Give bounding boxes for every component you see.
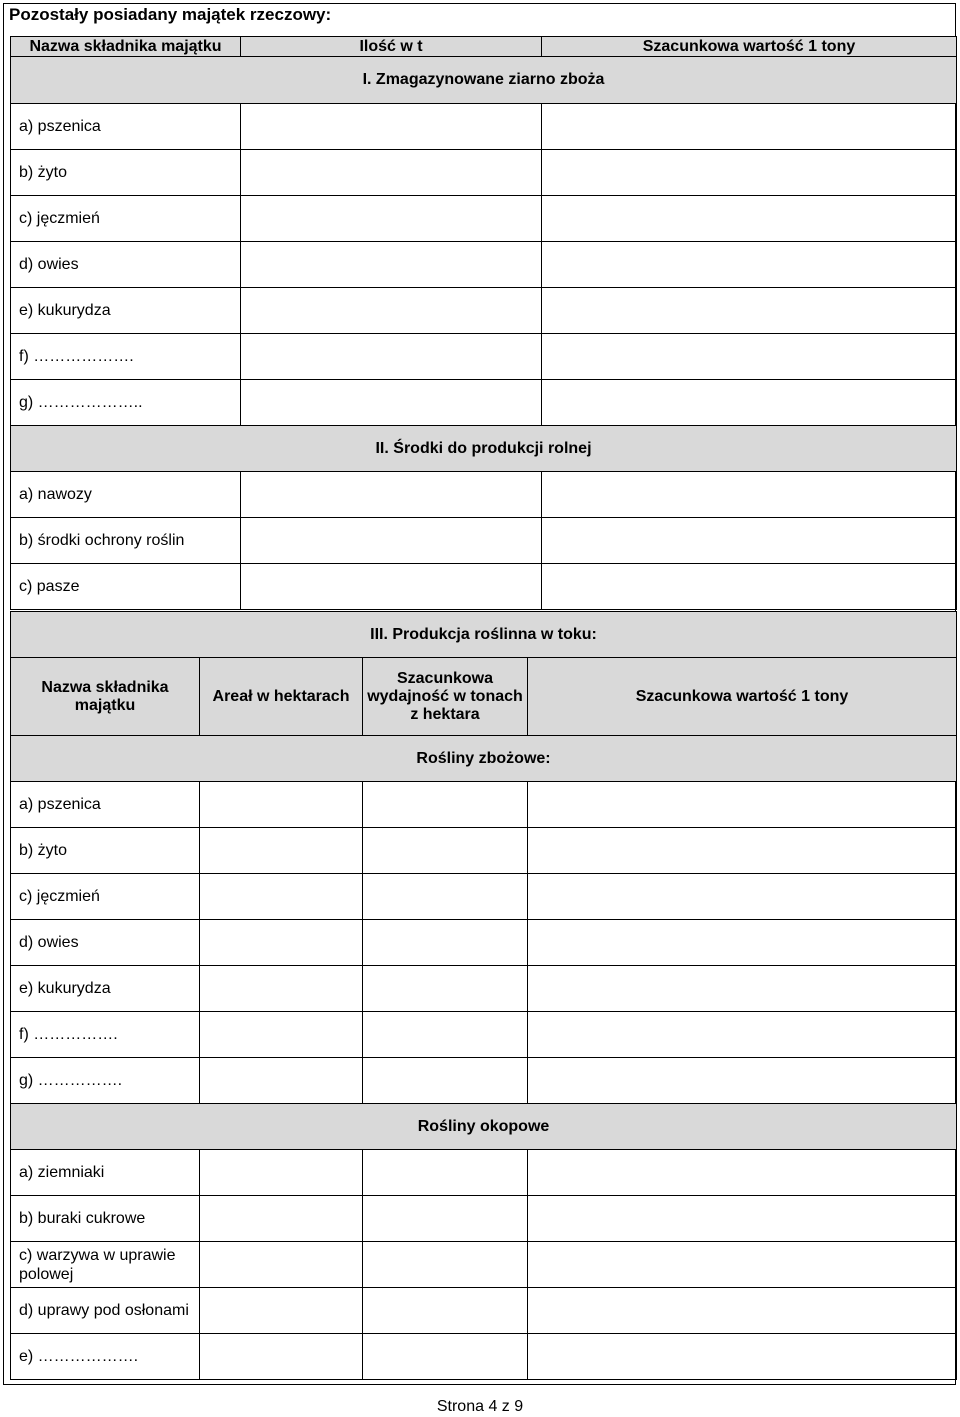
assets-table (10, 36, 957, 610)
input-cell[interactable] (200, 1012, 363, 1058)
input-cell[interactable] (200, 1150, 363, 1196)
header-name: Nazwa składnika majątku (11, 658, 200, 736)
row-label: d) uprawy pod osłonami (11, 1288, 200, 1334)
group-title: Rośliny zbożowe: (11, 736, 957, 782)
input-cell[interactable] (363, 828, 528, 874)
input-cell[interactable] (241, 242, 542, 288)
crops-table (10, 611, 957, 1380)
input-cell[interactable] (542, 104, 957, 150)
input-cell[interactable] (528, 966, 957, 1012)
table-row (11, 966, 957, 1012)
header-value: Szacunkowa wartość 1 tony (542, 37, 957, 57)
input-cell[interactable] (241, 380, 542, 426)
row-label: c) pasze (11, 564, 241, 610)
table-row (11, 104, 957, 150)
table-row (11, 1058, 957, 1104)
row-label: g) ……………….. (11, 380, 241, 426)
table-row (11, 196, 957, 242)
input-cell[interactable] (542, 380, 957, 426)
input-cell[interactable] (542, 564, 957, 610)
input-cell[interactable] (200, 1288, 363, 1334)
input-cell[interactable] (241, 104, 542, 150)
row-label: c) warzywa w uprawie polowej (11, 1242, 200, 1288)
input-cell[interactable] (528, 1012, 957, 1058)
section1-rows (11, 104, 957, 426)
input-cell[interactable] (241, 334, 542, 380)
row-label: f) ……………. (11, 1012, 200, 1058)
input-cell[interactable] (528, 828, 957, 874)
table-row (11, 1150, 957, 1196)
root-crop-rows (11, 1150, 957, 1380)
input-cell[interactable] (200, 782, 363, 828)
input-cell[interactable] (241, 288, 542, 334)
row-label: c) jęczmień (11, 874, 200, 920)
input-cell[interactable] (528, 1150, 957, 1196)
input-cell[interactable] (363, 1334, 528, 1380)
input-cell[interactable] (241, 518, 542, 564)
header-area: Areał w hektarach (200, 658, 363, 736)
row-label: a) ziemniaki (11, 1150, 200, 1196)
row-label: e) ………………. (11, 1334, 200, 1380)
input-cell[interactable] (363, 1196, 528, 1242)
table-row (11, 334, 957, 380)
section-title: I. Zmagazynowane ziarno zboża (11, 57, 957, 104)
input-cell[interactable] (200, 1242, 363, 1288)
input-cell[interactable] (528, 782, 957, 828)
row-label: g) ……………. (11, 1058, 200, 1104)
table-row (11, 564, 957, 610)
input-cell[interactable] (363, 782, 528, 828)
table-row (11, 518, 957, 564)
row-label: b) żyto (11, 828, 200, 874)
input-cell[interactable] (241, 564, 542, 610)
row-label: f) ………………. (11, 334, 241, 380)
input-cell[interactable] (241, 196, 542, 242)
table-row (11, 1334, 957, 1380)
input-cell[interactable] (542, 150, 957, 196)
row-label: a) nawozy (11, 472, 241, 518)
input-cell[interactable] (528, 1334, 957, 1380)
row-label: d) owies (11, 242, 241, 288)
input-cell[interactable] (528, 1288, 957, 1334)
row-label: b) buraki cukrowe (11, 1196, 200, 1242)
input-cell[interactable] (200, 874, 363, 920)
page-title: Pozostały posiadany majątek rzeczowy: (9, 5, 332, 24)
row-label: e) kukurydza (11, 288, 241, 334)
input-cell[interactable] (542, 196, 957, 242)
table-row (11, 1012, 957, 1058)
table-row (11, 920, 957, 966)
input-cell[interactable] (241, 150, 542, 196)
header-name: Nazwa składnika majątku (11, 37, 241, 57)
section2-rows (11, 472, 957, 610)
section-title: II. Środki do produkcji rolnej (11, 426, 957, 472)
table-row (11, 242, 957, 288)
input-cell[interactable] (200, 828, 363, 874)
group-title: Rośliny okopowe (11, 1104, 957, 1150)
table-row (11, 1288, 957, 1334)
table-row (11, 1196, 957, 1242)
row-label: e) kukurydza (11, 966, 200, 1012)
input-cell[interactable] (363, 1150, 528, 1196)
input-cell[interactable] (528, 920, 957, 966)
page-number: Strona 4 z 9 (436, 1398, 524, 1415)
row-label: b) środki ochrony roślin (11, 518, 241, 564)
input-cell[interactable] (200, 966, 363, 1012)
table-row (11, 828, 957, 874)
input-cell[interactable] (542, 242, 957, 288)
table-row (11, 380, 957, 426)
table-row (11, 288, 957, 334)
input-cell[interactable] (363, 966, 528, 1012)
row-label: a) pszenica (11, 104, 241, 150)
input-cell[interactable] (241, 472, 542, 518)
table-row (11, 472, 957, 518)
table-row (11, 150, 957, 196)
input-cell[interactable] (363, 920, 528, 966)
input-cell[interactable] (200, 1196, 363, 1242)
input-cell[interactable] (542, 472, 957, 518)
input-cell[interactable] (363, 1288, 528, 1334)
input-cell[interactable] (363, 1242, 528, 1288)
input-cell[interactable] (363, 1058, 528, 1104)
header-value: Szacunkowa wartość 1 tony (528, 658, 957, 736)
row-label: b) żyto (11, 150, 241, 196)
header-quantity: Ilość w t (241, 37, 542, 57)
table-row (11, 874, 957, 920)
input-cell[interactable] (200, 1334, 363, 1380)
input-cell[interactable] (363, 874, 528, 920)
cereal-rows (11, 782, 957, 1104)
row-label: c) jęczmień (11, 196, 241, 242)
section-title: III. Produkcja roślinna w toku: (11, 612, 957, 658)
input-cell[interactable] (528, 874, 957, 920)
input-cell[interactable] (200, 920, 363, 966)
input-cell[interactable] (528, 1058, 957, 1104)
row-label: a) pszenica (11, 782, 200, 828)
table-row (11, 782, 957, 828)
row-label: d) owies (11, 920, 200, 966)
input-cell[interactable] (528, 1242, 957, 1288)
input-cell[interactable] (528, 1196, 957, 1242)
input-cell[interactable] (200, 1058, 363, 1104)
input-cell[interactable] (542, 518, 957, 564)
input-cell[interactable] (363, 1012, 528, 1058)
input-cell[interactable] (542, 288, 957, 334)
input-cell[interactable] (542, 334, 957, 380)
header-yield: Szacunkowa wydajność w tonach z hektara (363, 658, 528, 736)
table-row (11, 1242, 957, 1288)
